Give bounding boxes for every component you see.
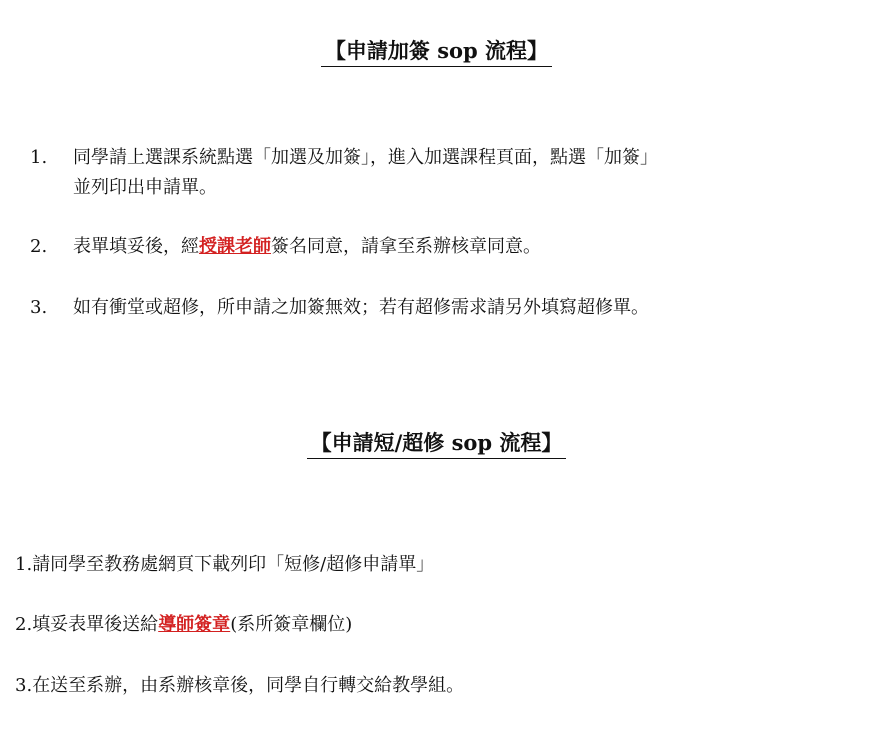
section1-item-3: [30, 293, 649, 323]
section2-item-3: [15, 671, 464, 701]
item-number: 2.: [30, 236, 48, 257]
highlight-instructor: 授課老師: [199, 236, 271, 257]
highlight-advisor-signature: 導師簽章: [158, 614, 231, 635]
item-text: 如有衝堂或超修，所申請之加簽無效；若有超修需求請另外填寫超修單。: [73, 297, 649, 318]
item-number: 2.: [15, 614, 33, 635]
item-text-after: (系所簽章欄位): [230, 614, 353, 635]
item-text-before: 填妥表單後送給: [32, 614, 159, 635]
section1-title: [0, 38, 873, 67]
section1-title-text: 【申請加簽 sop 流程】: [321, 38, 552, 67]
item-number: 1.: [30, 147, 48, 168]
section1-item-1: [30, 143, 658, 173]
section2-title: [0, 430, 873, 459]
item-number: 3.: [15, 675, 33, 696]
item-text-line2: 並列印出申請單。: [73, 177, 217, 198]
item-number: 3.: [30, 297, 48, 318]
item-text-line1: 同學請上選課系統點選「加選及加簽」，進入加選課程頁面，點選「加簽」: [73, 147, 658, 168]
section1-item-1-continued: [73, 173, 217, 203]
item-text-after: 簽名同意，請拿至系辦核章同意。: [271, 236, 541, 257]
item-text: 在送至系辦，由系辦核章後，同學自行轉交給教學組。: [32, 675, 465, 696]
section2-item-1: [15, 550, 434, 580]
section2-title-text: 【申請短/超修 sop 流程】: [307, 430, 567, 459]
section2-item-2: [15, 610, 352, 640]
item-text-before: 表單填妥後，經: [73, 236, 199, 257]
section1-item-2: [30, 232, 541, 262]
item-number: 1.: [15, 554, 33, 575]
item-text: 請同學至教務處網頁下載列印「短修/超修申請單」: [32, 554, 435, 575]
